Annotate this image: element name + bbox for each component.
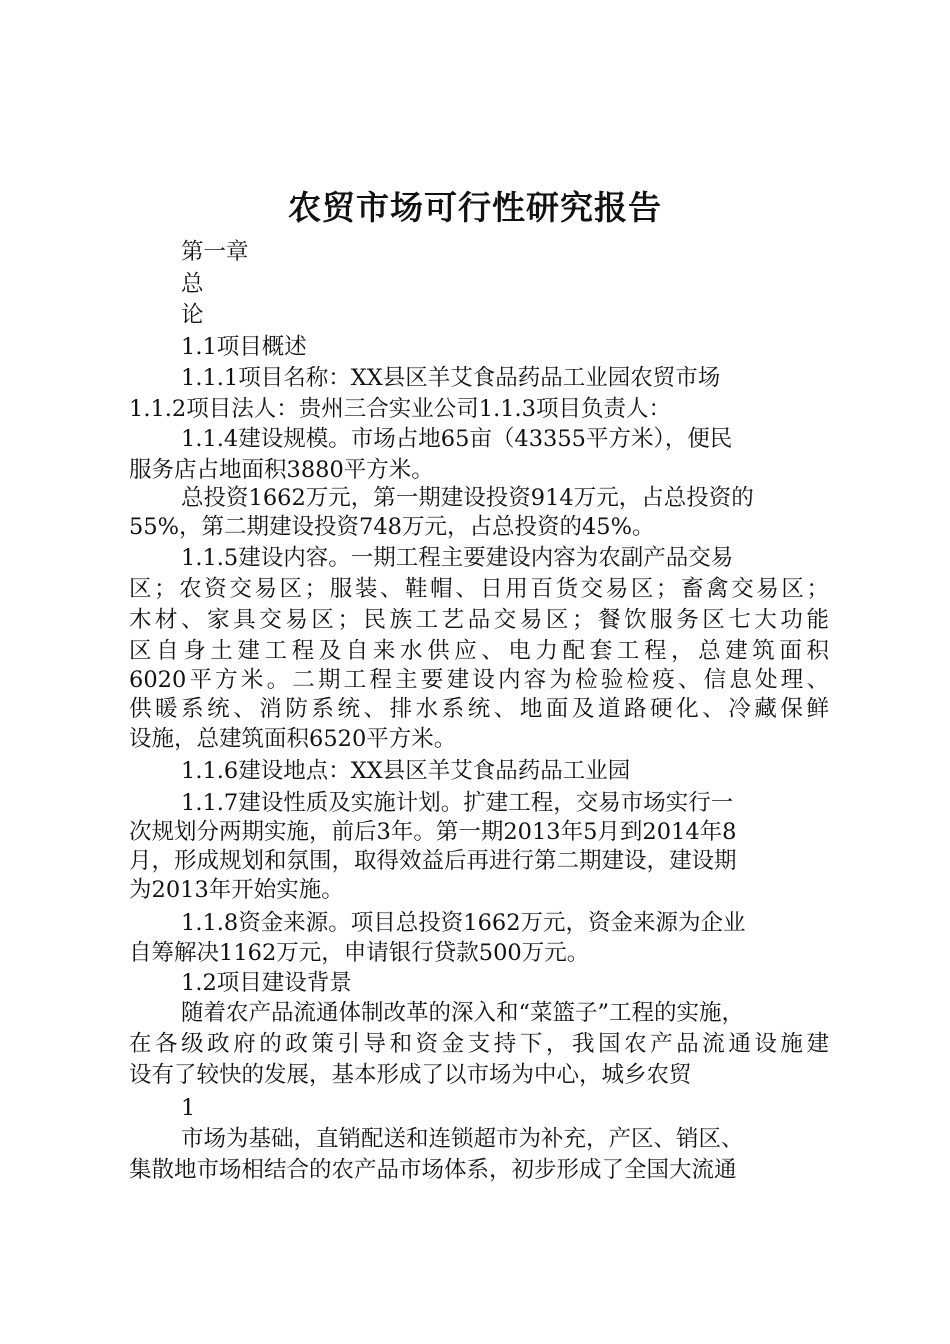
- text-line: 1.1.2项目法人：贵州三合实业公司1.1.3项目负责人：: [129, 396, 672, 422]
- text-line: 55%，第二期建设投资748万元，占总投资的45%。: [129, 514, 655, 540]
- section-heading: 1.2项目建设背景: [181, 970, 352, 996]
- text-line: 服务店占地面积3880平方米。: [129, 457, 434, 483]
- text-line: 1.1.1项目名称：XX县区羊艾食品药品工业园农贸市场: [181, 365, 721, 391]
- text-line: 1.1.5建设内容。一期工程主要建设内容为农副产品交易: [181, 545, 734, 571]
- chapter-title-char: 总: [181, 271, 204, 297]
- text-line: 6020平方米。二期工程主要建设内容为检验检疫、信息处理、: [129, 667, 829, 693]
- text-line: 木材、家具交易区；民族工艺品交易区；餐饮服务区七大功能: [129, 607, 829, 633]
- text-line: 1.1.7建设性质及实施计划。扩建工程，交易市场实行一: [181, 790, 734, 816]
- section-heading: 1.1项目概述: [181, 334, 307, 360]
- text-line: 供暖系统、消防系统、排水系统、地面及道路硬化、冷藏保鲜: [129, 696, 829, 722]
- text-line: 市场为基础，直销配送和连锁超市为补充，产区、销区、: [181, 1126, 744, 1152]
- text-line: 随着农产品流通体制改革的深入和“菜篮子”工程的实施，: [181, 1000, 745, 1026]
- text-line: 1.1.6建设地点：XX县区羊艾食品药品工业园: [181, 758, 631, 784]
- text-line: 次规划分两期实施，前后3年。第一期2013年5月到2014年8: [129, 819, 737, 845]
- text-line: 集散地市场相结合的农产品市场体系，初步形成了全国大流通: [129, 1157, 737, 1183]
- text-line: 自筹解决1162万元，申请银行贷款500万元。: [129, 940, 590, 966]
- text-line: 月，形成规划和氛围，取得效益后再进行第二期建设，建设期: [129, 848, 737, 874]
- text-line: 区；农资交易区；服装、鞋帽、日用百货交易区；畜禽交易区；: [129, 576, 829, 602]
- chapter-heading: 第一章: [181, 239, 249, 265]
- page-number: 1: [181, 1095, 196, 1121]
- chapter-title-char: 论: [181, 302, 204, 328]
- text-line: 在各级政府的政策引导和资金支持下，我国农产品流通设施建: [129, 1031, 829, 1057]
- document-title: 农贸市场可行性研究报告: [288, 188, 662, 227]
- text-line: 为2013年开始实施。: [129, 877, 344, 903]
- text-line: 总投资1662万元，第一期建设投资914万元，占总投资的: [181, 485, 754, 511]
- text-line: 1.1.4建设规模。市场占地65亩（43355平方米），便民: [181, 426, 733, 452]
- text-line: 设有了较快的发展，基本形成了以市场为中心，城乡农贸: [129, 1062, 692, 1088]
- text-line: 设施，总建筑面积6520平方米。: [129, 726, 457, 752]
- text-line: 区自身土建工程及自来水供应、电力配套工程，总建筑面积: [129, 638, 829, 664]
- text-line: 1.1.8资金来源。项目总投资1662万元，资金来源为企业: [181, 910, 746, 936]
